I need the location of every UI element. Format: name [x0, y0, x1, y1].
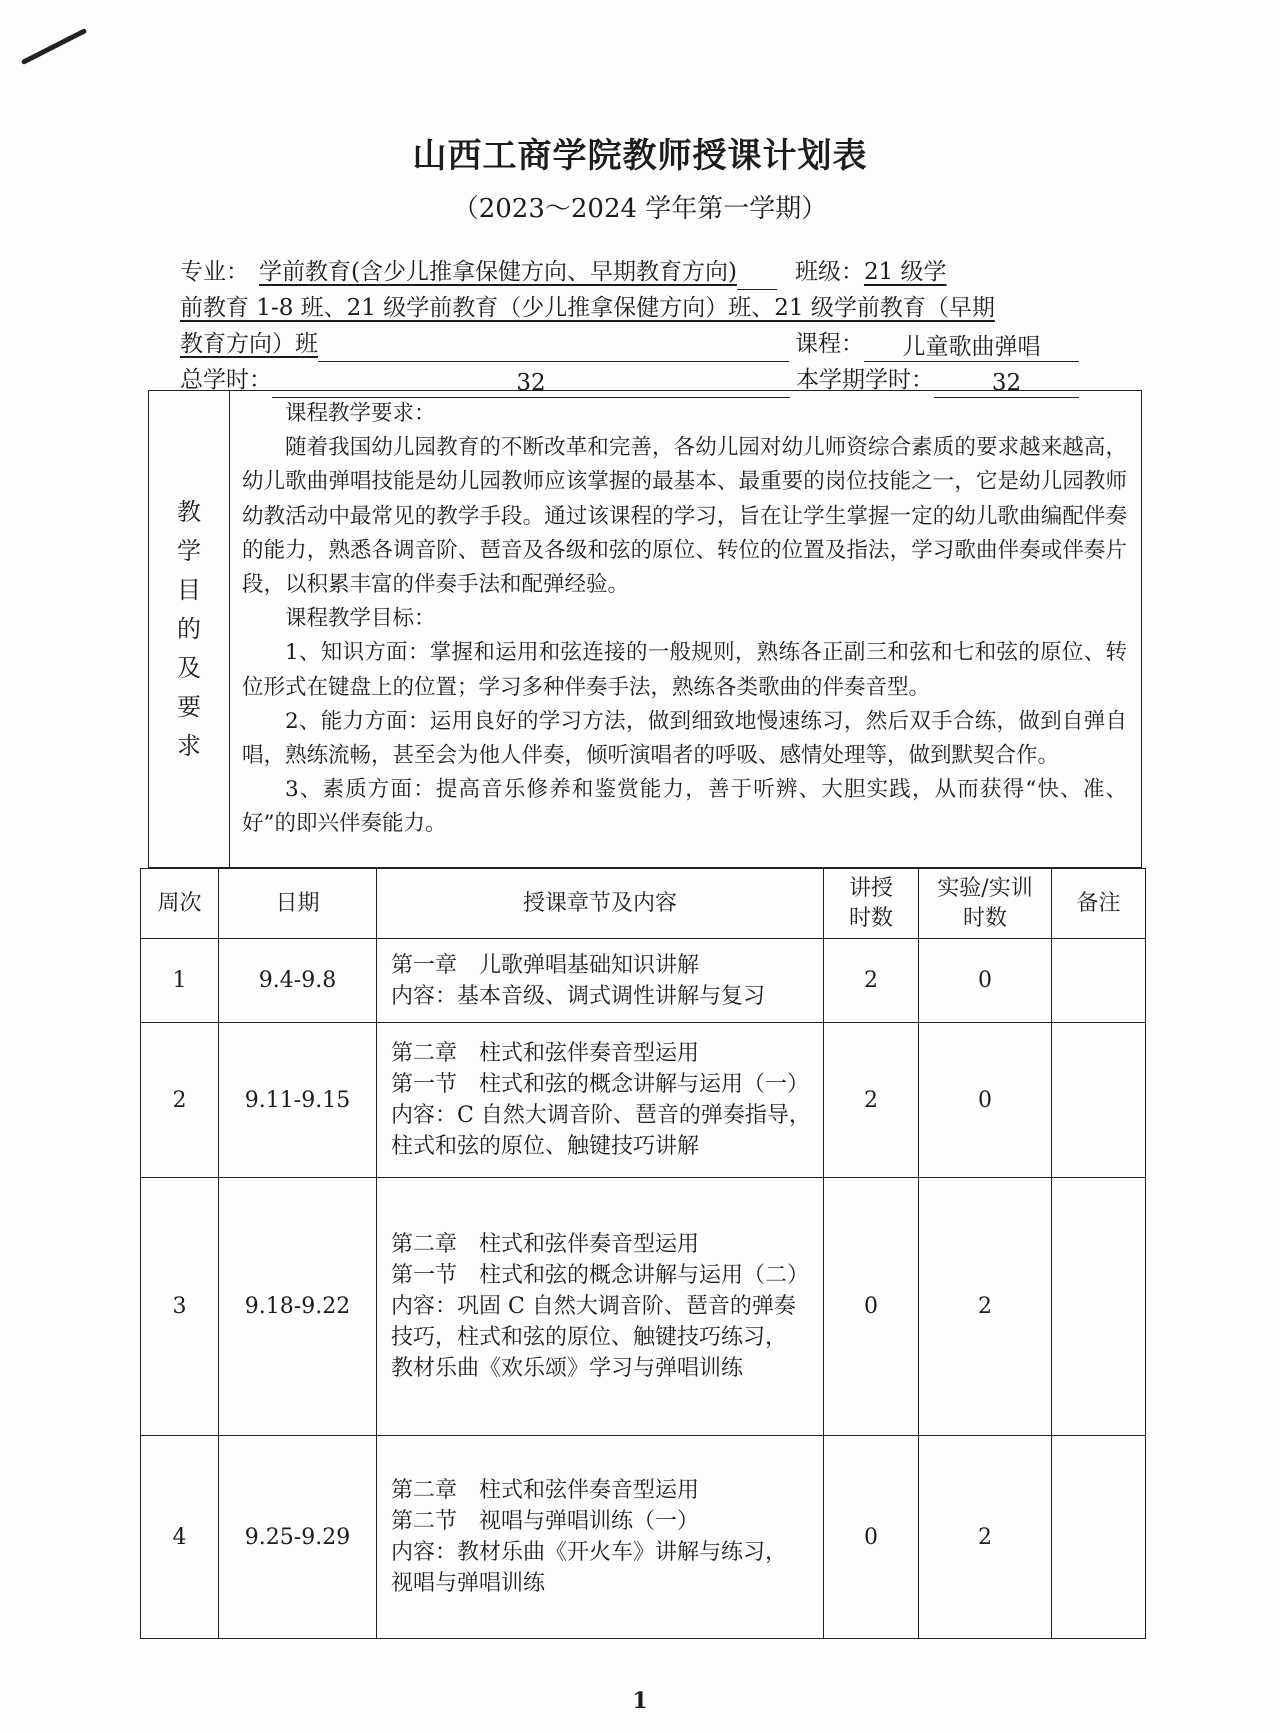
row-week: 1 — [141, 939, 219, 1023]
underline-fill — [318, 335, 789, 362]
row-content: 第二章 柱式和弦伴奏音型运用 第一节 柱式和弦的概念讲解与运用（二） 内容：巩固 C 自然大调音阶、琶音的弹奏 技巧，柱式和弦的原位、触键技巧练习， 教材乐曲《欢乐颂》学习与弹唱训练 — [377, 1178, 824, 1436]
row-lecture-hours: 2 — [824, 939, 919, 1023]
row-content: 第二章 柱式和弦伴奏音型运用 第二节 视唱与弹唱训练（一） 内容：教材乐曲《开火车》讲解与练习， 视唱与弹唱训练 — [377, 1436, 824, 1639]
underline-fill — [737, 263, 777, 290]
row-content: 第一章 儿歌弹唱基础知识讲解 内容：基本音级、调式调性讲解与复习 — [377, 939, 824, 1023]
requirements-paragraph: 随着我国幼儿园教育的不断改革和完善，各幼儿园对幼儿师资综合素质的要求越来越高，幼儿歌曲弹唱技能是幼儿园教师应该掌握的最基本、最重要的岗位技能之一，它是幼儿园教师幼教活动中最常见的教学手段。通过该课程的学习，旨在让学生掌握一定的幼儿歌曲编配伴奏的能力，熟悉各调音阶、琶音及各级和弦的原位、转位的位置及指法，学习歌曲伴奏或伴奏片段，以积累丰富的伴奏手法和配弹经验。 — [242, 435, 1127, 598]
total-hours-label: 总学时： — [180, 367, 272, 393]
goals-label-char: 目 — [177, 575, 201, 604]
row-lab-hours: 0 — [919, 939, 1052, 1023]
table-row — [141, 1023, 1146, 1178]
row-note — [1052, 1436, 1146, 1639]
page-number: 1 — [632, 1688, 648, 1714]
goals-label-char: 教 — [177, 497, 201, 526]
page-subtitle: （2023～2024 学年第一学期） — [452, 194, 828, 224]
header-content: 授课章节及内容 — [377, 869, 824, 939]
row-week: 3 — [141, 1178, 219, 1436]
page-title: 山西工商学院教师授课计划表 — [412, 136, 868, 176]
row-lecture-hours: 2 — [824, 1023, 919, 1178]
goals-label-char: 要 — [177, 692, 201, 721]
table-row — [141, 1178, 1146, 1436]
objective-knowledge: 1、知识方面：掌握和运用和弦连接的一般规则，熟练各正副三和弦和七和弦的原位、转位形式在键盘上的位置；学习多种伴奏手法，熟练各类歌曲的伴奏音型。 — [242, 640, 1127, 700]
requirements-heading: 课程教学要求： — [285, 401, 436, 426]
table-row — [141, 939, 1146, 1023]
row-note — [1052, 939, 1146, 1023]
pen-mark — [21, 28, 87, 65]
schedule-table — [140, 868, 1146, 1639]
row-date: 9.4-9.8 — [219, 939, 377, 1023]
major-value: 学前教育(含少儿推拿保健方向、早期教育方向) — [259, 259, 737, 285]
objective-ability: 2、能力方面：运用良好的学习方法，做到细致地慢速练习，然后双手合练，做到自弹自唱，熟练流畅，甚至会为他人伴奏，倾听演唱者的呼吸、感情处理等，做到默契合作。 — [242, 708, 1127, 769]
row-date: 9.18-9.22 — [219, 1178, 377, 1436]
goals-body — [230, 391, 1141, 867]
class-value-part1: 21 级学 — [863, 259, 947, 285]
header-week: 周次 — [141, 869, 219, 939]
row-lab-hours: 2 — [919, 1178, 1052, 1436]
major-label: 专业： — [180, 259, 249, 285]
info-block — [180, 254, 1085, 398]
row-lecture-hours: 0 — [824, 1436, 919, 1639]
objective-quality: 3、素质方面：提高音乐修养和鉴赏能力，善于听辨、大胆实践，从而获得“快、准、好”的即兴伴奏能力。 — [242, 777, 1127, 837]
course-value: 儿童歌曲弹唱 — [864, 333, 1079, 362]
row-note — [1052, 1178, 1146, 1436]
row-lab-hours: 0 — [919, 1023, 1052, 1178]
row-content: 第二章 柱式和弦伴奏音型运用 第一节 柱式和弦的概念讲解与运用（一） 内容：C 自然大调音阶、琶音的弹奏指导， 柱式和弦的原位、触键技巧讲解 — [377, 1023, 824, 1178]
goals-label-char: 的 — [177, 614, 201, 643]
row-lecture-hours: 0 — [824, 1178, 919, 1436]
header-date: 日期 — [219, 869, 377, 939]
goals-label — [149, 391, 230, 867]
goals-label-char: 学 — [177, 536, 201, 565]
class-label: 班级： — [794, 259, 864, 285]
row-note — [1052, 1023, 1146, 1178]
term-hours-label: 本学期学时： — [796, 367, 934, 393]
total-hours-value: 32 — [272, 369, 790, 398]
header-lab-hours: 实验/实训 时数 — [919, 869, 1052, 939]
class-value-part2: 前教育 1-8 班、21 级学前教育（少儿推拿保健方向）班、21 级学前教育（早期 — [180, 295, 995, 321]
term-hours-value: 32 — [934, 369, 1079, 398]
row-week: 4 — [141, 1436, 219, 1639]
row-week: 2 — [141, 1023, 219, 1178]
row-date: 9.25-9.29 — [219, 1436, 377, 1639]
class-value-part3: 教育方向）班 — [180, 331, 318, 357]
objectives-heading: 课程教学目标： — [285, 606, 436, 632]
table-row — [141, 1436, 1146, 1639]
course-label: 课程： — [795, 331, 864, 357]
row-date: 9.11-9.15 — [219, 1023, 377, 1178]
goals-label-char: 及 — [177, 653, 201, 682]
row-lab-hours: 2 — [919, 1436, 1052, 1639]
teaching-goals-section — [148, 390, 1142, 868]
header-lecture-hours: 讲授 时数 — [824, 869, 919, 939]
goals-label-char: 求 — [177, 731, 201, 760]
table-header-row — [141, 869, 1146, 939]
header-note: 备注 — [1052, 869, 1146, 939]
